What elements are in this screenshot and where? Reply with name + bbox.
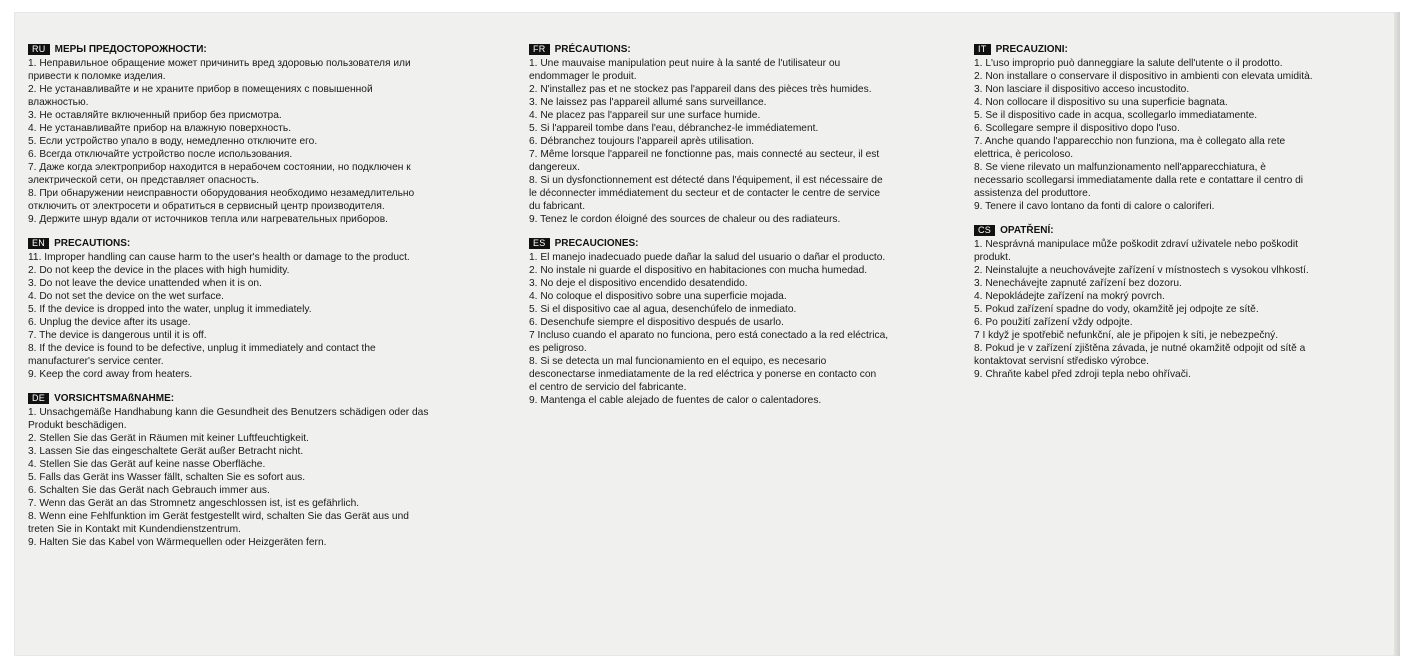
text-line: 8. Se viene rilevato un malfunzionamento nell'apparecchiatura, è [974,162,1266,173]
text-line: 9. Chraňte kabel před zdroji tepla nebo ohřívači. [974,369,1191,380]
text-line: manufacturer's service center. [28,356,164,367]
text-line: Produkt beschädigen. [28,420,127,431]
text-line: 2. Do not keep the device in the places with high humidity. [28,265,290,276]
language-tag-fr: FR [529,44,550,55]
section-de [28,391,518,549]
text-line: 5. Si l'appareil tombe dans l'eau, débranchez-le immédiatement. [529,123,819,134]
text-line: 6. Unplug the device after its usage. [28,317,191,328]
language-tag-it: IT [974,44,991,55]
text-line: 8. Si se detecta un mal funcionamiento en el equipo, es necesario [529,356,827,367]
section-de-lines [28,406,518,549]
text-line: 3. Не оставляйте включенный прибор без присмотра. [28,110,282,121]
text-line: 3. Do not leave the device unattended when it is on. [28,278,262,289]
text-line: 8. При обнаружении неисправности оборудования необходимо незамедлительно [28,188,415,199]
text-line: 2. Non installare o conservare il dispositivo in ambienti con elevata umidità. [974,71,1313,82]
text-line: 1. L'uso improprio può danneggiare la salute dell'utente o il prodotto. [974,58,1283,69]
text-line: 5. Если устройство упало в воду, немедленно отключите его. [28,136,318,147]
section-cs [974,223,1394,381]
text-line: 9. Halten Sie das Kabel von Wärmequellen oder Heizgeräten fern. [28,537,327,548]
text-line: 4. No coloque el dispositivo sobre una superficie mojada. [529,291,787,302]
section-it [974,42,1394,213]
text-line: 3. No deje el dispositivo encendido desatendido. [529,278,748,289]
text-line: 3. Non lasciare il dispositivo acceso incustodito. [974,84,1190,95]
text-line: 8. Si un dysfonctionnement est détecté dans l'équipement, il est nécessaire de [529,175,883,186]
section-en-header [28,236,518,250]
text-line: 4. Nepokládejte zařízení na mokrý povrch. [974,291,1165,302]
section-es [529,236,969,407]
text-line: 6. Po použití zařízení vždy odpojte. [974,317,1133,328]
text-line: 1. Неправильное обращение может причинить вред здоровью пользователя или [28,58,411,69]
text-line: 5. Pokud zařízení spadne do vody, okamžitě jej odpojte ze sítě. [974,304,1259,315]
text-line: 3. Ne laissez pas l'appareil allumé sans surveillance. [529,97,767,108]
section-en-title: PRECAUTIONS: [54,237,131,249]
text-line: 5. Se il dispositivo cade in acqua, scollegarlo immediatamente. [974,110,1258,121]
column-left [28,42,518,559]
column-middle [529,42,969,417]
text-line: necessario scollegarsi immediatamente dalla rete e contattare il centro di [974,175,1303,186]
text-line: 4. Ne placez pas l'appareil sur une surface humide. [529,110,761,121]
section-it-title: PRECAUZIONI: [995,43,1068,55]
text-line: endommager le produit. [529,71,637,82]
text-line: 6. Schalten Sie das Gerät nach Gebrauch immer aus. [28,485,270,496]
text-line: 7. Даже когда электроприбор находится в нерабочем состоянии, но подключен к [28,162,411,173]
text-line: 7 I když je spotřebič nefunkční, ale je připojen k síti, je nebezpečný. [974,330,1279,341]
text-line: 7. Même lorsque l'appareil ne fonctionne pas, mais connecté au secteur, il est [529,149,880,160]
language-tag-cs: CS [974,225,995,236]
text-line: 9. Keep the cord away from heaters. [28,369,193,380]
section-en [28,236,518,381]
language-tag-de: DE [28,393,49,404]
text-line: 2. Stellen Sie das Gerät in Räumen mit keiner Luftfeuchtigkeit. [28,433,309,444]
text-line: 2. No instale ni guarde el dispositivo en habitaciones con mucha humedad. [529,265,868,276]
section-cs-header [974,223,1394,237]
text-line: 9. Mantenga el cable alejado de fuentes de calor o calentadores. [529,395,822,406]
column-right [974,42,1394,391]
text-line: 5. Si el dispositivo cae al agua, desenchúfelo de inmediato. [529,304,797,315]
text-line: 1. Une mauvaise manipulation peut nuire à la santé de l'utilisateur ou [529,58,841,69]
text-line: 8. Wenn eine Fehlfunktion im Gerät festgestellt wird, schalten Sie das Gerät aus und [28,511,409,522]
precautions-sheet [14,12,1400,656]
text-line: 3. Lassen Sie das eingeschaltete Gerät außer Betracht nicht. [28,446,304,457]
text-line: el centro de servicio del fabricante. [529,382,687,393]
text-line: 7 Incluso cuando el aparato no funciona, pero está conectado a la red eléctrica, [529,330,889,341]
text-line: 5. If the device is dropped into the water, unplug it immediately. [28,304,312,315]
text-line: 6. Всегда отключайте устройство после использования. [28,149,293,160]
section-es-header [529,236,969,250]
text-line: kontaktovat servisní středisko výrobce. [974,356,1149,367]
text-line: 4. Stellen Sie das Gerät auf keine nasse Oberfläche. [28,459,266,470]
text-line: 7. Wenn das Gerät an das Stromnetz angeschlossen ist, ist es gefährlich. [28,498,360,509]
text-line: 2. Не устанавливайте и не храните прибор в помещениях с повышенной [28,84,373,95]
section-fr-title: PRÉCAUTIONS: [554,43,631,55]
text-line: es peligroso. [529,343,587,354]
text-line: 4. Do not set the device on the wet surface. [28,291,224,302]
section-en-lines [28,251,518,381]
text-line: 4. Non collocare il dispositivo su una superficie bagnata. [974,97,1228,108]
text-line: 8. If the device is found to be defective, unplug it immediately and contact the [28,343,376,354]
section-fr-header [529,42,969,56]
text-line: 9. Tenez le cordon éloigné des sources de chaleur ou des radiateurs. [529,214,841,225]
section-ru-title: МЕРЫ ПРЕДОСТОРОЖНОСТИ: [54,43,207,55]
text-line: 6. Scollegare sempre il dispositivo dopo l'uso. [974,123,1180,134]
section-ru-header [28,42,518,56]
section-ru [28,42,518,226]
text-line: 7. Anche quando l'apparecchio non funziona, ma è collegato alla rete [974,136,1286,147]
language-tag-en: EN [28,238,49,249]
language-tag-ru: RU [28,44,50,55]
text-line: 1. El manejo inadecuado puede dañar la salud del usuario o dañar el producto. [529,252,886,263]
text-line: assistenza del produttore. [974,188,1091,199]
text-line: 1. Unsachgemäße Handhabung kann die Gesundheit des Benutzers schädigen oder das [28,407,429,418]
section-de-header [28,391,518,405]
text-line: 9. Tenere il cavo lontano da fonti di calore o caloriferi. [974,201,1215,212]
text-line: 9. Держите шнур вдали от источников тепла или нагревательных приборов. [28,214,388,225]
text-line: 2. Neinstalujte a neuchovávejte zařízení v místnostech s vysokou vlhkostí. [974,265,1309,276]
text-line: 11. Improper handling can cause harm to the user's health or damage to the product. [28,252,410,263]
text-line: desconectarse inmediatamente de la red eléctrica y ponerse en contacto con [529,369,877,380]
section-de-title: VORSICHTSMAßNAHME: [54,392,175,404]
text-line: le déconnecter immédiatement du secteur et de contacter le centre de service [529,188,881,199]
section-ru-lines [28,57,518,226]
text-line: produkt. [974,252,1011,263]
text-line: влажностью. [28,97,89,108]
text-line: отключить от электросети и обратиться в сервисный центр производителя. [28,201,385,212]
section-es-title: PRECAUCIONES: [554,237,639,249]
section-it-header [974,42,1394,56]
text-line: 1. Nesprávná manipulace může poškodit zdraví uživatele nebo poškodit [974,239,1298,250]
section-cs-lines [974,238,1394,381]
section-cs-title: OPATŘENÍ: [1000,224,1054,236]
page-edge-shadow [1394,12,1400,656]
section-it-lines [974,57,1394,213]
language-tag-es: ES [529,238,550,249]
text-line: treten Sie in Kontakt mit Kundendienstzentrum. [28,524,241,535]
text-line: 5. Falls das Gerät ins Wasser fällt, schalten Sie es sofort aus. [28,472,306,483]
text-line: 6. Desenchufe siempre el dispositivo después de usarlo. [529,317,784,328]
text-line: 3. Nenechávejte zapnuté zařízení bez dozoru. [974,278,1182,289]
text-line: электрической сети, он представляет опасность. [28,175,260,186]
section-es-lines [529,251,969,407]
text-line: 8. Pokud je v zařízení zjištěna závada, je nutné okamžitě odpojit od sítě a [974,343,1306,354]
text-line: 7. The device is dangerous until it is off. [28,330,207,341]
text-line: elettrica, è pericoloso. [974,149,1074,160]
text-line: 4. Не устанавливайте прибор на влажную поверхность. [28,123,292,134]
text-line: привести к поломке изделия. [28,71,166,82]
text-line: du fabricant. [529,201,586,212]
section-fr-lines [529,57,969,226]
text-line: dangereux. [529,162,580,173]
text-line: 2. N'installez pas et ne stockez pas l'appareil dans des pièces très humides. [529,84,872,95]
section-fr [529,42,969,226]
text-line: 6. Débranchez toujours l'appareil après utilisation. [529,136,755,147]
